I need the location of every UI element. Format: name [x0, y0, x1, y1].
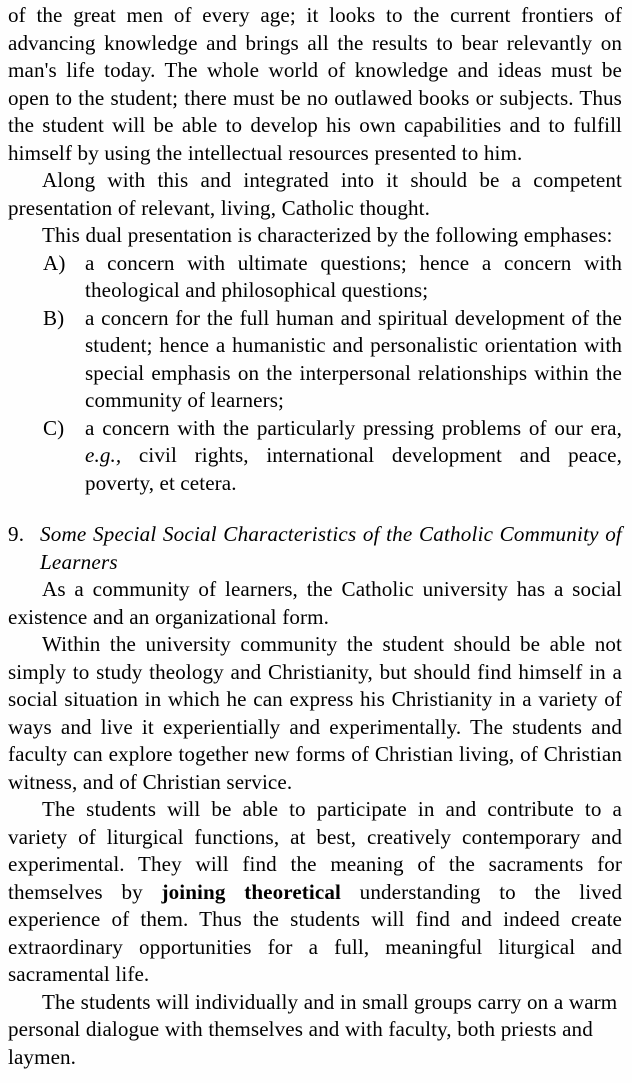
section-heading-title: Some Special Social Characteristics of the Catholic Community of Learners — [40, 522, 622, 574]
list-item-text-before-italic: a concern with the particularly pressing problems of our era, — [85, 415, 622, 440]
list-item-text: a concern for the full human and spiritual development of the student; hence a humanistic and personalistic orientation with special emphasis on the interpersonal relationships within the community of learners; — [85, 305, 622, 412]
heading-spacer — [8, 497, 622, 521]
list-item-text-after-italic: civil rights, international development and peace, poverty, et cetera. — [85, 443, 622, 495]
paragraph-along-with-this: Along with this and integrated into it should be a competent presentation of relevant, living, Catholic thought. — [8, 168, 622, 220]
paragraph-continued-from-previous-page: of the great men of every age; it looks to the current frontiers of advancing knowledge and brings all the results to bear relevantly on man's life today. The whole world of knowledge and ideas must be open to the student; there must be no outlawed books or subjects. Thus the student will be able to develop his own capabilities and to fulfill himself by using the intellectual resources presented to him. — [8, 3, 622, 165]
text-column — [8, 2, 622, 1071]
list-item-marker: A) — [43, 250, 66, 275]
paragraph-as-a-community: As a community of learners, the Catholic university has a social existence and an organizational form. — [8, 577, 622, 629]
list-item-marker: B) — [43, 305, 65, 330]
paragraph-dual-presentation: This dual presentation is characterized by the following emphases: — [42, 223, 613, 247]
paragraph-text-part-1: The students will be able to participate in and contribute to a variety of liturgical functions, at best, creatively contemporary and experimental. They will find the meaning of the sacraments for themselves by — [8, 797, 622, 904]
list-item — [8, 415, 622, 498]
paragraph-ink-heavy-fragment: joining theoretical — [161, 879, 341, 904]
emphases-lettered-list — [8, 250, 622, 498]
list-item-marker: C) — [43, 415, 65, 440]
paragraph-students-individually: The students will individually and in small groups carry on a warm personal dialogue with themselves and with faculty, both priests and laymen. — [8, 989, 618, 1069]
paragraph-text-part-2: understanding to the lived experience of them. Thus the students will find and indeed create extraordinary opportunities for a full, meaningful liturgical and sacramental life. — [8, 879, 622, 986]
paragraph-within-university-community: Within the university community the student should be able not simply to study theology and Christianity, but should find himself in a social situation in which he can express his Christianity in a variety of ways and live it experientially and experimentally. The students and faculty can explore together new forms of Christian living, of Christian witness, and of Christian service. — [8, 632, 622, 794]
paragraph-students-participate — [8, 796, 622, 989]
list-item — [8, 250, 622, 305]
section-heading — [8, 521, 622, 576]
list-item-italic-fragment: e.g., — [85, 443, 122, 467]
list-item-text: a concern with ultimate questions; hence a concern with theological and philosophical questions; — [85, 250, 622, 302]
list-item — [8, 305, 622, 415]
section-heading-number: 9. — [8, 522, 25, 546]
